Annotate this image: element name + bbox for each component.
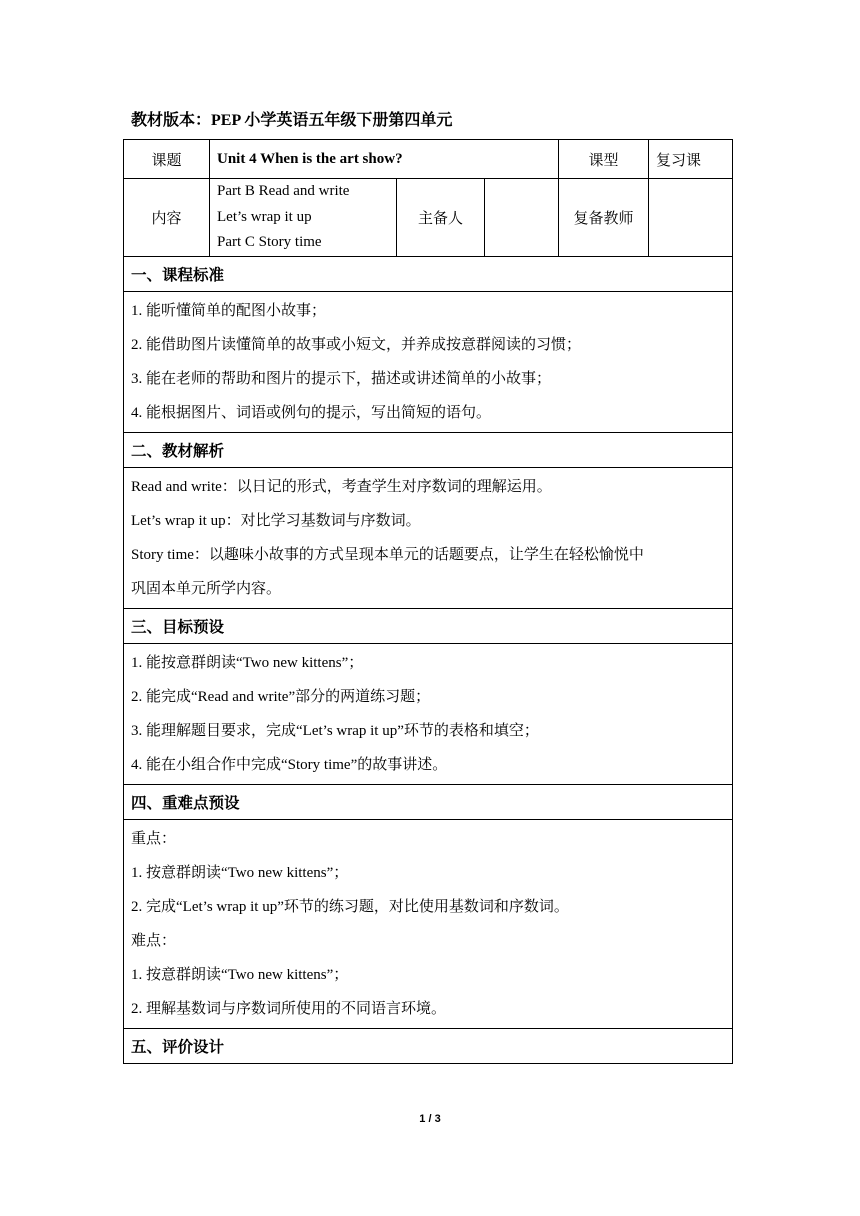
- section-line: 3. 能理解题目要求，完成“Let’s wrap it up”环节的表格和填空；: [131, 723, 539, 739]
- section-line: 1. 能听懂简单的配图小故事；: [131, 303, 327, 319]
- preparer-value: [485, 179, 559, 257]
- section-title: 二、教材解析: [124, 433, 733, 468]
- content-line: Part C Story time: [217, 234, 322, 251]
- reviewer-label: 复备教师: [559, 179, 649, 257]
- section-line: 2. 理解基数词与序数词所使用的不同语言环境。: [131, 1001, 447, 1017]
- section-line: 难点：: [131, 933, 177, 949]
- section-title: 四、重难点预设: [124, 785, 733, 820]
- section-line: 2. 能借助图片读懂简单的故事或小短文，并养成按意群阅读的习惯；: [131, 337, 582, 353]
- section-line: 1. 能按意群朗读“Two new kittens”；: [131, 655, 364, 671]
- section-line: Story time：以趣味小故事的方式呈现本单元的话题要点，让学生在轻松愉悦中: [131, 547, 644, 563]
- section-textbook-analysis-body-row: [124, 468, 733, 609]
- section-body: [124, 468, 733, 609]
- lesson-plan-table: [123, 139, 733, 1064]
- lesson-type-label: 课型: [559, 140, 649, 179]
- section-line: 2. 完成“Let’s wrap it up”环节的练习题，对比使用基数词和序数词。: [131, 899, 569, 915]
- section-body: [124, 820, 733, 1029]
- reviewer-value: [649, 179, 733, 257]
- section-line: 4. 能在小组合作中完成“Story time”的故事讲述。: [131, 757, 448, 773]
- section-body: [124, 644, 733, 785]
- section-line: 4. 能根据图片、词语或例句的提示，写出简短的语句。: [131, 405, 492, 421]
- section-line: 1. 按意群朗读“Two new kittens”；: [131, 967, 349, 983]
- section-line: 2. 能完成“Read and write”部分的两道练习题；: [131, 689, 431, 705]
- section-line: 重点：: [131, 831, 177, 847]
- section-title: 一、课程标准: [124, 257, 733, 292]
- content-line: Let’s wrap it up: [217, 208, 312, 225]
- content-label: 内容: [124, 179, 210, 257]
- section-title: 五、评价设计: [124, 1029, 733, 1064]
- lesson-label: 课题: [124, 140, 210, 179]
- page-heading: 教材版本：PEP 小学英语五年级下册第四单元: [131, 112, 453, 129]
- lesson-type-value: 复习课: [649, 140, 733, 179]
- section-body: [124, 292, 733, 433]
- section-evaluation-title-row: [124, 1029, 733, 1064]
- lesson-title: Unit 4 When is the art show?: [210, 140, 559, 179]
- section-key-points-title-row: [124, 785, 733, 820]
- section-course-standards-body-row: [124, 292, 733, 433]
- section-key-points-body-row: [124, 820, 733, 1029]
- section-objectives-body-row: [124, 644, 733, 785]
- content-value: [210, 179, 397, 257]
- content-row: [124, 179, 733, 257]
- lesson-row: [124, 140, 733, 179]
- page-number: 1 / 3: [419, 1113, 441, 1125]
- section-line: Let’s wrap it up：对比学习基数词与序数词。: [131, 513, 421, 529]
- section-line: 3. 能在老师的帮助和图片的提示下，描述或讲述简单的小故事；: [131, 371, 552, 387]
- section-objectives-title-row: [124, 609, 733, 644]
- section-line: Read and write：以日记的形式，考查学生对序数词的理解运用。: [131, 479, 552, 495]
- content-line: Part B Read and write: [217, 183, 350, 200]
- section-title: 三、目标预设: [124, 609, 733, 644]
- preparer-label: 主备人: [397, 179, 485, 257]
- section-line: 巩固本单元所学内容。: [131, 581, 282, 597]
- section-course-standards-title-row: [124, 257, 733, 292]
- section-textbook-analysis-title-row: [124, 433, 733, 468]
- section-line: 1. 按意群朗读“Two new kittens”；: [131, 865, 349, 881]
